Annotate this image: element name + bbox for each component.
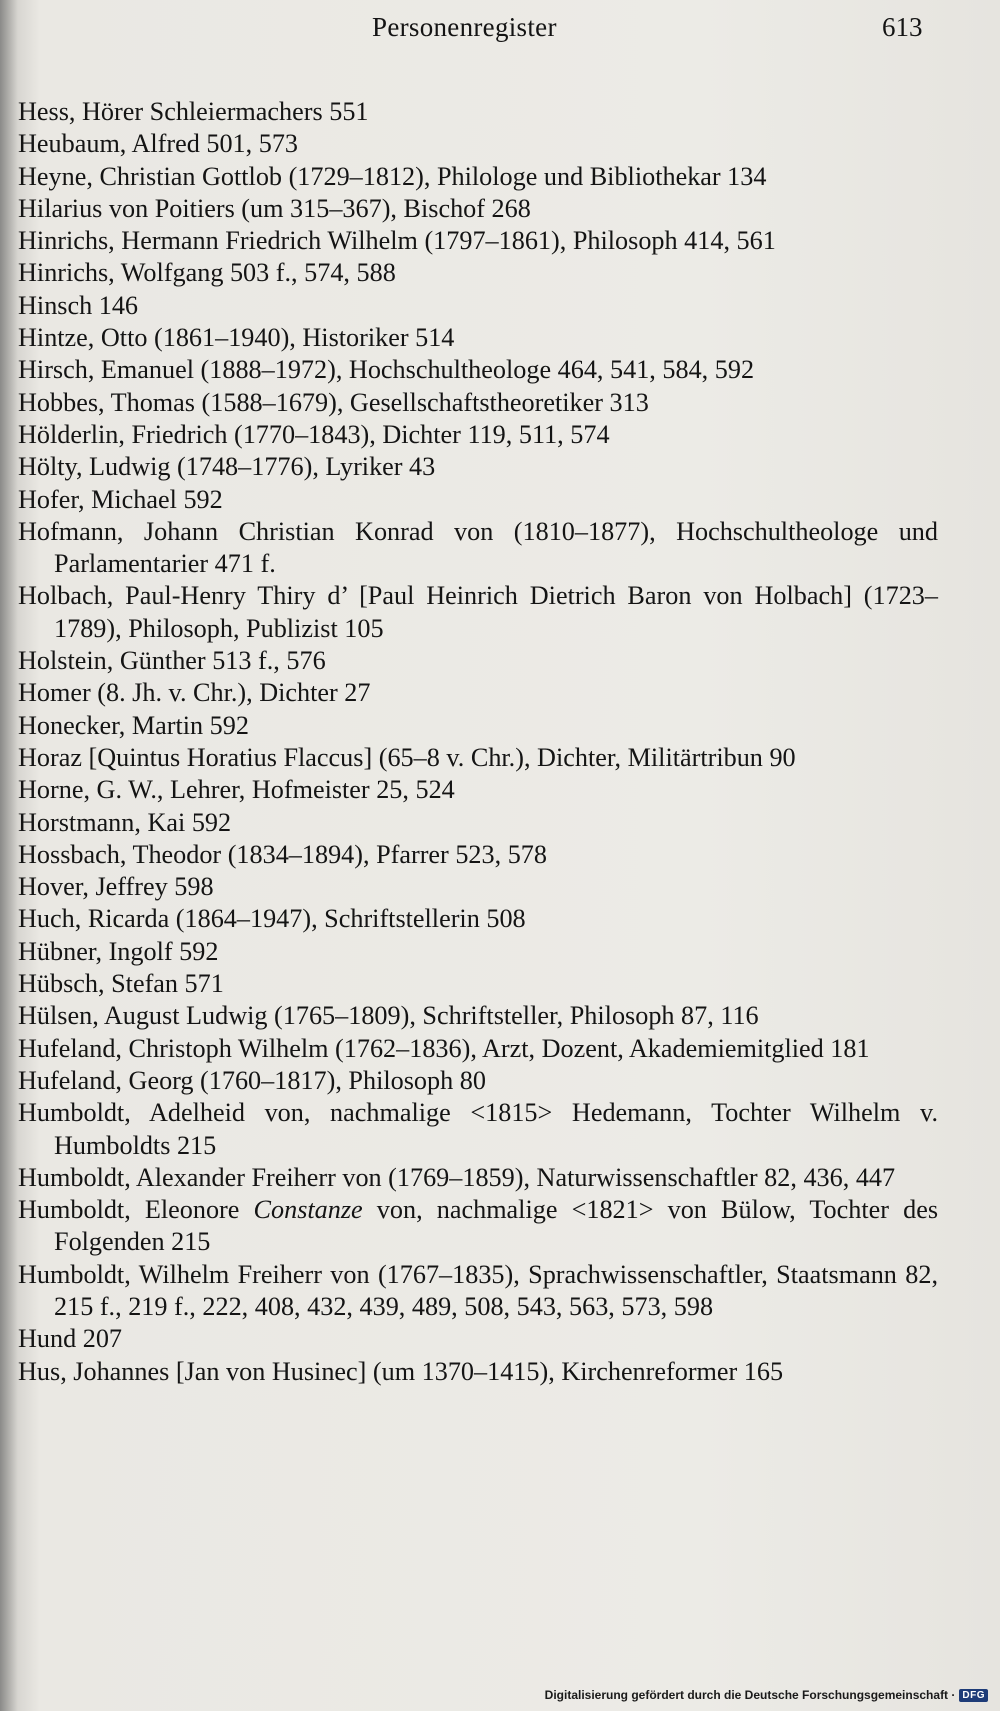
- page-number: 613: [882, 12, 923, 42]
- register-entry: Hund 207: [18, 1324, 123, 1354]
- register-entry: Hus, Johannes [Jan von Husinec] (um 1370–1415), Kirchenreformer 165: [18, 1356, 784, 1386]
- register-entry: Hofmann, Johann Christian Konrad von (1810–1877), Hochschultheologe und Parlamentarier 471 f.: [18, 516, 938, 579]
- register-entry: Humboldt, Eleonore Constanze von, nachmalige <1821> von Bülow, Tochter des Folgenden 215: [18, 1195, 939, 1257]
- register-entry: Horne, G. W., Lehrer, Hofmeister 25, 524: [18, 775, 455, 805]
- register-entry: Hufeland, Georg (1760–1817), Philosoph 80: [18, 1065, 486, 1095]
- register-entry: Hübsch, Stefan 571: [18, 969, 224, 999]
- register-entry: Hossbach, Theodor (1834–1894), Pfarrer 523, 578: [18, 839, 547, 869]
- register-entry: Horaz [Quintus Horatius Flaccus] (65–8 v. Chr.), Dichter, Militärtribun 90: [18, 742, 796, 772]
- register-entry: Humboldt, Adelheid von, nachmalige <1815> Hedemann, Tochter Wilhelm v. Humboldts 215: [18, 1098, 938, 1160]
- person-register-list: [18, 96, 938, 1388]
- register-entry: Hübner, Ingolf 592: [18, 936, 219, 966]
- register-entry: Hofer, Michael 592: [18, 484, 223, 514]
- register-entry: Hover, Jeffrey 598: [18, 872, 214, 902]
- register-entry: Holbach, Paul-Henry Thiry d’ [Paul Heinrich Dietrich Baron von Holbach] (1723–1789), Philosoph, Publizist 105: [18, 581, 938, 643]
- footer-credit: Digitalisierung gefördert durch die Deutsche Forschungsgemeinschaft ·: [544, 1688, 956, 1702]
- register-entry: Hess, Hörer Schleiermachers 551: [18, 97, 369, 126]
- register-entry: Hirsch, Emanuel (1888–1972), Hochschultheologe 464, 541, 584, 592: [18, 355, 755, 385]
- running-head: Personenregister: [372, 12, 557, 42]
- register-entry: Hintze, Otto (1861–1940), Historiker 514: [18, 323, 455, 353]
- register-entry: Heyne, Christian Gottlob (1729–1812), Philologe und Bibliothekar 134: [18, 161, 767, 191]
- register-entry: Hölty, Ludwig (1748–1776), Lyriker 43: [18, 452, 436, 482]
- register-entry: Humboldt, Alexander Freiherr von (1769–1859), Naturwissenschaftler 82, 436, 447: [18, 1162, 896, 1192]
- register-entry: Hülsen, August Ludwig (1765–1809), Schriftsteller, Philosoph 87, 116: [18, 1001, 759, 1031]
- register-entry: Heubaum, Alfred 501, 573: [18, 129, 299, 159]
- italic-name: Constanze: [253, 1195, 363, 1225]
- register-entry: Hufeland, Christoph Wilhelm (1762–1836), Arzt, Dozent, Akademiemitglied 181: [18, 1033, 870, 1063]
- register-entry: Huch, Ricarda (1864–1947), Schriftstellerin 508: [18, 904, 526, 934]
- register-entry: Homer (8. Jh. v. Chr.), Dichter 27: [18, 678, 371, 708]
- register-entry: Humboldt, Wilhelm Freiherr von (1767–1835), Sprachwissenschaftler, Staatsmann 82, 215 f., 219 f., 222, 408, 432, 439, 489, 508, 543, 563, 573, 598: [18, 1259, 938, 1321]
- register-entry: Honecker, Martin 592: [18, 710, 249, 740]
- digitization-footer: [545, 1685, 988, 1705]
- page-header: [0, 12, 1000, 52]
- register-entry: Hinrichs, Hermann Friedrich Wilhelm (1797–1861), Philosoph 414, 561: [18, 226, 776, 256]
- register-entry: Hilarius von Poitiers (um 315–367), Bischof 268: [18, 193, 531, 223]
- dfg-logo: DFG: [959, 1689, 988, 1702]
- register-entry: Hölderlin, Friedrich (1770–1843), Dichter 119, 511, 574: [18, 419, 610, 449]
- register-entry: Hinsch 146: [18, 290, 139, 320]
- register-entry: Holstein, Günther 513 f., 576: [18, 646, 326, 676]
- register-entry: Horstmann, Kai 592: [18, 807, 232, 837]
- register-entry: Hobbes, Thomas (1588–1679), Gesellschaftstheoretiker 313: [18, 387, 649, 417]
- register-entry: Hinrichs, Wolfgang 503 f., 574, 588: [18, 258, 396, 288]
